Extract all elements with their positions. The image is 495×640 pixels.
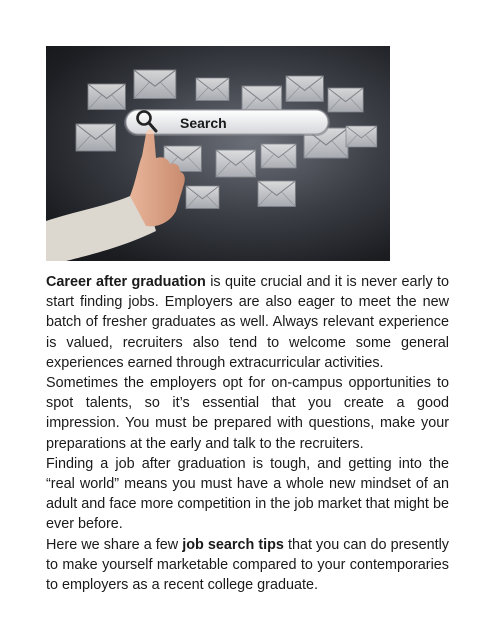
paragraph-4 (46, 535, 449, 596)
hero-image (46, 46, 390, 261)
career-heading-phrase: Career after graduation (46, 274, 206, 290)
paragraph-1 (46, 272, 449, 373)
paragraph-4-start: Here we share a few (46, 536, 183, 553)
paragraph-3: Finding a job after graduation is tough, and getting into the “real world” means you must have a whole new mindset of an adult and face more competition in the job market that might be ever before. (46, 455, 449, 533)
paragraph-1-text: is quite crucial and it is never early to start finding jobs. Employers are also eager to meet the new batch of fresher graduates as well. Always relevant experience is valued, recruiters also tend to welcome some general experiences earned through extracurricular activities. (46, 274, 449, 371)
paragraph-4-end: that you can do presently to make yourself marketable compared to your contemporaries to employers as a recent college graduate. (46, 536, 449, 594)
job-search-tips-phrase: job search tips (182, 536, 284, 553)
paragraph-2: Sometimes the employers opt for on-campus opportunities to spot talents, so it’s essential that you create a good impression. You must be prepared with questions, make your preparations at the early and talk to the recruiters. (46, 375, 449, 452)
search-bar-text: Search (180, 115, 227, 131)
envelope-icon (76, 70, 377, 209)
search-illustration (46, 46, 390, 261)
article-body (46, 272, 449, 595)
